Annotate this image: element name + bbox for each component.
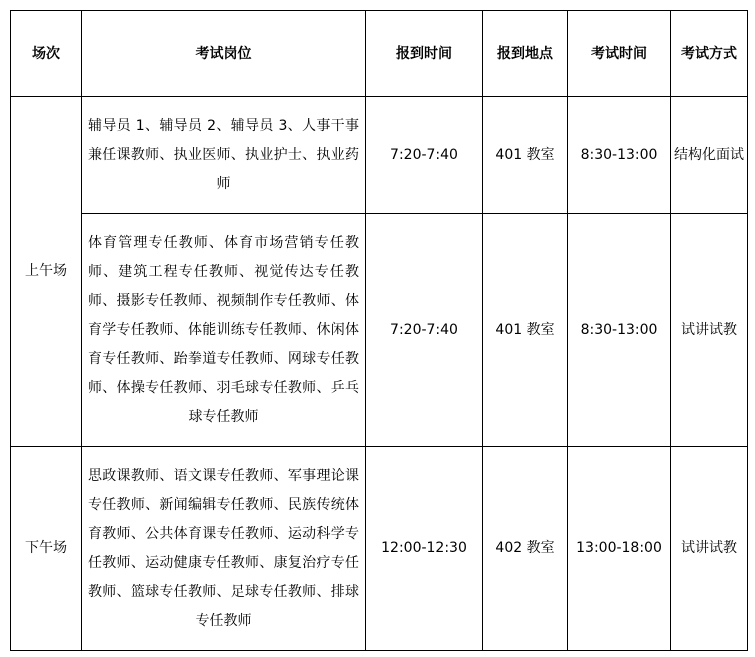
- exam-time-cell: 13:00-18:00: [568, 447, 671, 651]
- header-checkin-time: 报到时间: [366, 11, 483, 97]
- exam-time-cell: 8:30-13:00: [568, 214, 671, 447]
- position-cell: 体育管理专任教师、体育市场营销专任教师、建筑工程专任教师、视觉传达专任教师、摄影专任教师、视频制作专任教师、体育学专任教师、体能训练专任教师、休闲体育专任教师、跆拳道专任教师、网球专任教师、体操专任教师、羽毛球专任教师、乒乓球专任教师: [82, 214, 366, 447]
- exam-method-cell: 试讲试教: [671, 214, 748, 447]
- header-position: 考试岗位: [82, 11, 366, 97]
- checkin-time-cell: 12:00-12:30: [366, 447, 483, 651]
- session-cell-morning: 上午场: [11, 97, 82, 447]
- header-session: 场次: [11, 11, 82, 97]
- header-checkin-place: 报到地点: [483, 11, 568, 97]
- table-row: [11, 447, 748, 651]
- header-exam-time: 考试时间: [568, 11, 671, 97]
- checkin-time-cell: 7:20-7:40: [366, 97, 483, 214]
- exam-time-cell: 8:30-13:00: [568, 97, 671, 214]
- exam-method-cell: 试讲试教: [671, 447, 748, 651]
- checkin-place-cell: 401 教室: [483, 214, 568, 447]
- header-exam-method: 考试方式: [671, 11, 748, 97]
- exam-schedule-table: [10, 10, 748, 651]
- checkin-place-cell: 401 教室: [483, 97, 568, 214]
- table-row: [11, 97, 748, 214]
- position-cell: 辅导员 1、辅导员 2、辅导员 3、人事干事兼任课教师、执业医师、执业护士、执业药师: [82, 97, 366, 214]
- exam-method-cell: 结构化面试: [671, 97, 748, 214]
- position-cell: 思政课教师、语文课专任教师、军事理论课专任教师、新闻编辑专任教师、民族传统体育教师、公共体育课专任教师、运动科学专任教师、运动健康专任教师、康复治疗专任教师、篮球专任教师、足球专任教师、排球专任教师: [82, 447, 366, 651]
- table-header-row: [11, 11, 748, 97]
- table-row: [11, 214, 748, 447]
- session-cell-afternoon: 下午场: [11, 447, 82, 651]
- checkin-place-cell: 402 教室: [483, 447, 568, 651]
- checkin-time-cell: 7:20-7:40: [366, 214, 483, 447]
